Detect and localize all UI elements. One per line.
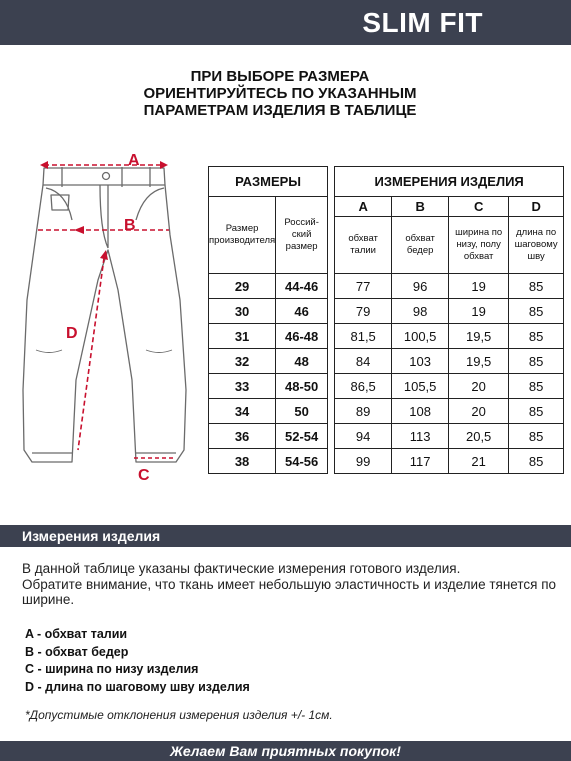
- measurements-header: ИЗМЕРЕНИЯ ИЗДЕЛИЯ: [335, 167, 564, 197]
- hips-cell: 103: [392, 349, 449, 374]
- size-cell: 31: [209, 324, 276, 349]
- size-cell: 30: [209, 299, 276, 324]
- label-d: D: [66, 325, 78, 342]
- table-row: [209, 374, 564, 399]
- hem-width-subheader: ширина по низу, полу обхват: [449, 217, 509, 274]
- russian-size-cell: 48-50: [276, 374, 328, 399]
- size-cell: 36: [209, 424, 276, 449]
- hem-cell: 19,5: [449, 349, 509, 374]
- intro-paragraph: В данной таблице указаны фактические измерения готового изделия.: [22, 561, 461, 576]
- hem-cell: 20: [449, 374, 509, 399]
- waist-cell: 94: [335, 424, 392, 449]
- russian-size-cell: 54-56: [276, 449, 328, 474]
- hips-cell: 100,5: [392, 324, 449, 349]
- hips-cell: 98: [392, 299, 449, 324]
- size-advice-headline: [60, 68, 500, 119]
- size-cell: 38: [209, 449, 276, 474]
- waist-cell: 86,5: [335, 374, 392, 399]
- headline-line-3: ПАРАМЕТРАМ ИЗДЕЛИЯ В ТАБЛИЦЕ: [143, 102, 417, 119]
- elasticity-paragraph: Обратите внимание, что ткань имеет небольшую эластичность и изделие тянется по ширине.: [22, 577, 557, 607]
- legend-item: D - длина по шаговому шву изделия: [25, 679, 250, 694]
- russian-size-cell: 50: [276, 399, 328, 424]
- waist-cell: 99: [335, 449, 392, 474]
- hips-cell: 117: [392, 449, 449, 474]
- hips-cell: 96: [392, 274, 449, 299]
- jeans-measurement-diagram: [14, 150, 199, 490]
- hem-cell: 20: [449, 399, 509, 424]
- legend-item: A - обхват талии: [25, 627, 128, 641]
- tolerance-note: *Допустимые отклонения измерения изделия +/- 1см.: [25, 708, 333, 722]
- hips-cell: 113: [392, 424, 449, 449]
- letter-a-header: A: [335, 197, 392, 217]
- label-a: A: [128, 152, 140, 169]
- russian-size-cell: 44-46: [276, 274, 328, 299]
- jeans-outline: [23, 185, 186, 462]
- measurement-legend: [25, 626, 250, 696]
- label-c: C: [138, 467, 150, 484]
- hem-cell: 19: [449, 274, 509, 299]
- inseam-cell: 85: [509, 299, 564, 324]
- table-row: [209, 349, 564, 374]
- size-cell: 33: [209, 374, 276, 399]
- inseam-subheader: длина по шаговому шву: [509, 217, 564, 274]
- manufacturer-size-header: Размер производителя: [209, 197, 276, 274]
- waist-cell: 89: [335, 399, 392, 424]
- table-row: [209, 399, 564, 424]
- section-title: Измерения изделия: [22, 528, 161, 544]
- inseam-cell: 85: [509, 324, 564, 349]
- size-table: [208, 166, 564, 474]
- footer-bar: [0, 741, 571, 761]
- inseam-cell: 85: [509, 424, 564, 449]
- section-header-bar: [0, 525, 571, 547]
- size-cell: 34: [209, 399, 276, 424]
- letter-b-header: B: [392, 197, 449, 217]
- hem-cell: 21: [449, 449, 509, 474]
- legend-item: B - обхват бедер: [25, 644, 129, 659]
- waist-cell: 84: [335, 349, 392, 374]
- footer-text: Желаем Вам приятных покупок!: [170, 743, 401, 759]
- table-row: [209, 449, 564, 474]
- header-bar: [0, 0, 571, 45]
- waist-subheader: обхват талии: [335, 217, 392, 274]
- russian-size-cell: 46: [276, 299, 328, 324]
- button-icon: [103, 173, 110, 180]
- inseam-cell: 85: [509, 349, 564, 374]
- russian-size-cell: 48: [276, 349, 328, 374]
- sizes-header: РАЗМЕРЫ: [209, 167, 328, 197]
- waist-cell: 79: [335, 299, 392, 324]
- russian-size-header: Россий-ский размер: [276, 197, 328, 274]
- hem-cell: 19,5: [449, 324, 509, 349]
- table-row: [209, 299, 564, 324]
- headline-line-1: ПРИ ВЫБОРЕ РАЗМЕРА: [190, 68, 370, 85]
- inseam-cell: 85: [509, 274, 564, 299]
- waist-cell: 77: [335, 274, 392, 299]
- table-row: [209, 324, 564, 349]
- headline-line-2: ОРИЕНТИРУЙТЕСЬ ПО УКАЗАННЫМ: [143, 85, 417, 102]
- hips-cell: 108: [392, 399, 449, 424]
- hips-subheader: обхват бедер: [392, 217, 449, 274]
- hips-cell: 105,5: [392, 374, 449, 399]
- table-row: [209, 274, 564, 299]
- letter-d-header: D: [509, 197, 564, 217]
- hem-cell: 19: [449, 299, 509, 324]
- size-cell: 29: [209, 274, 276, 299]
- waistband-outline: [43, 168, 165, 185]
- brand-title: SLIM FIT: [362, 7, 483, 38]
- letter-c-header: C: [449, 197, 509, 217]
- table-row: [209, 424, 564, 449]
- inseam-cell: 85: [509, 399, 564, 424]
- hem-cell: 20,5: [449, 424, 509, 449]
- size-cell: 32: [209, 349, 276, 374]
- label-b: B: [124, 217, 136, 234]
- legend-item: C - ширина по низу изделия: [25, 662, 199, 676]
- inseam-cell: 85: [509, 449, 564, 474]
- waist-cell: 81,5: [335, 324, 392, 349]
- russian-size-cell: 52-54: [276, 424, 328, 449]
- russian-size-cell: 46-48: [276, 324, 328, 349]
- inseam-cell: 85: [509, 374, 564, 399]
